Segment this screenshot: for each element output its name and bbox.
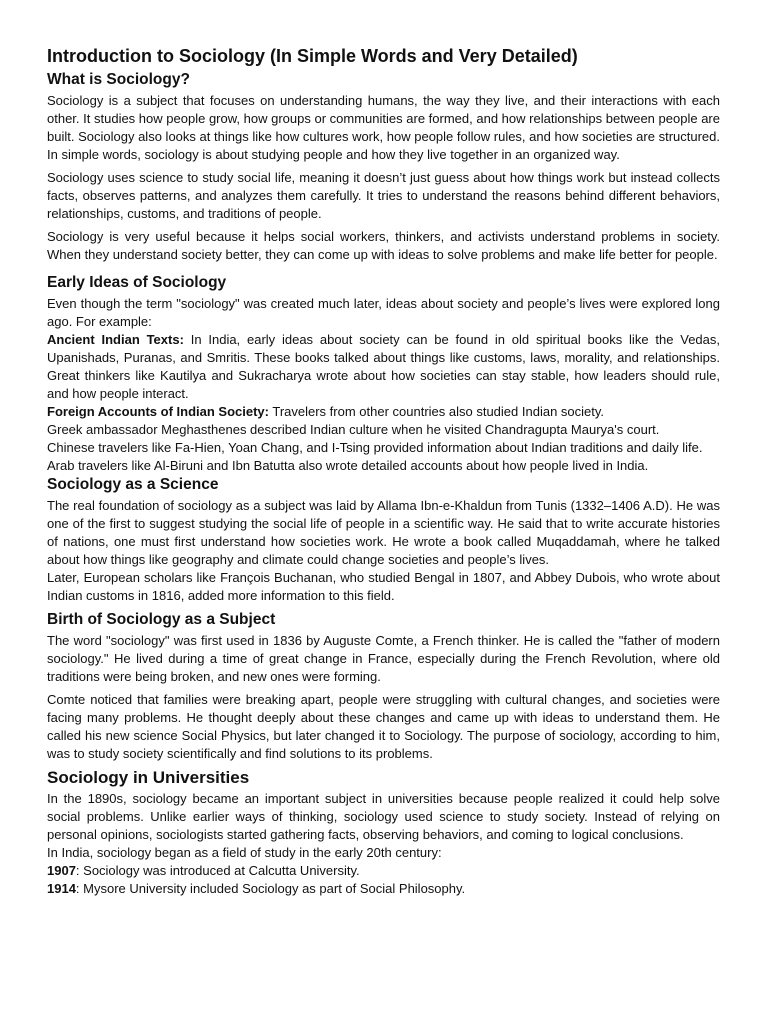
paragraph-ancient-texts [47,331,720,403]
paragraph: Sociology uses science to study social life, meaning it doesn’t just guess about how things work but instead collects facts, observes patterns, and analyzes them carefully. It tries to understand the reasons behind different behaviors, relationships, customs, and traditions of people. [47,170,720,221]
paragraph: The real foundation of sociology as a subject was laid by Allama Ibn-e-Khaldun from Tunis (1332–1406 A.D). He was one of the first to suggest studying the social life of people in a scientific way. He said that to write accurate histories of nations, one must first understand how societies work. He wrote a book called Muqaddamah, where he talked about how things like geography and climate could change societies and people’s lives. [47,498,720,567]
paragraph: Comte noticed that families were breaking apart, people were struggling with cultural changes, and societies were facing many problems. He thought deeply about these changes and came up with ideas to understand them. He called his new science Social Physics, but later changed it to Sociology. The purpose of sociology, according to him, was to study society scientifically and find solutions to its problems. [47,692,720,761]
list-item-1914 [47,880,720,898]
paragraph-foreign-accounts [47,403,720,421]
text-1914: : Mysore University included Sociology as part of Social Philosophy. [75,881,466,896]
paragraph: The word "sociology" was first used in 1836 by Auguste Comte, a French thinker. He is called the "father of modern sociology." He lived during a time of great change in France, especially during the French Revolution, where old traditions were being broken, and new ones were forming. [47,633,720,684]
paragraph: Later, European scholars like François Buchanan, who studied Bengal in 1807, and Abbey Dubois, who wrote about Indian customs in 1816, added more information to this field. [47,570,720,603]
paragraph: Sociology is a subject that focuses on understanding humans, the way they live, and their interactions with each other. It studies how people grow, how groups or communities are formed, and how relationships between people are built. Sociology also looks at things like how cultures work, how people follow rules, and how societies are structured. In simple words, sociology is about studying people and how they live together in an organized way. [47,93,720,162]
year-1907: 1907 [47,863,76,878]
paragraph: Even though the term "sociology" was created much later, ideas about society and people’s lives were explored long ago. For example: [47,296,720,329]
ancient-texts-text: In India, early ideas about society can be found in old spiritual books like the Vedas, Upanishads, Puranas, and Smritis. These books talked about things like customs, laws, morality, and relationships. Great thinkers like Kautilya and Sukracharya wrote about how societies can stay stable, how leaders should rule, and how people interact. [47,332,721,401]
label-ancient-texts: Ancient Indian Texts: [47,332,184,347]
foreign-accounts-text: Travelers from other countries also studied Indian society. [268,404,605,419]
paragraph: In the 1890s, sociology became an important subject in universities because people realized it could help solve social problems. Unlike earlier ways of thinking, sociology used science to study society. Instead of relying on personal opinions, sociologists started gathering facts, observing behaviors, and coming to logical conclusions. [47,791,720,842]
paragraph: In India, sociology began as a field of study in the early 20th century: [47,845,442,860]
section-heading-science: Sociology as a Science [47,476,219,493]
text-1907: : Sociology was introduced at Calcutta University. [75,863,360,878]
year-1914: 1914 [47,881,76,896]
paragraph: Sociology is very useful because it helps social workers, thinkers, and activists understand problems in society. When they understand society better, they can come up with ideas to solve problems and make life better for people. [47,229,720,262]
document-title: Introduction to Sociology (In Simple Words and Very Detailed) [47,46,578,66]
list-item-1907 [47,862,720,880]
paragraph-arab: Arab travelers like Al-Biruni and Ibn Batutta also wrote detailed accounts about how people lived in India. [47,458,649,473]
section-heading-birth: Birth of Sociology as a Subject [47,611,276,628]
label-foreign-accounts: Foreign Accounts of Indian Society: [47,404,269,419]
document-page [47,44,720,898]
section-heading-what-is-sociology: What is Sociology? [47,71,190,88]
section-heading-universities: Sociology in Universities [47,768,250,787]
paragraph-greek: Greek ambassador Meghasthenes described Indian culture when he visited Chandragupta Maurya's court. [47,422,660,437]
section-heading-early-ideas: Early Ideas of Sociology [47,274,227,291]
paragraph-chinese: Chinese travelers like Fa-Hien, Yoan Chang, and I-Tsing provided information about Indian traditions and daily life. [47,440,703,455]
